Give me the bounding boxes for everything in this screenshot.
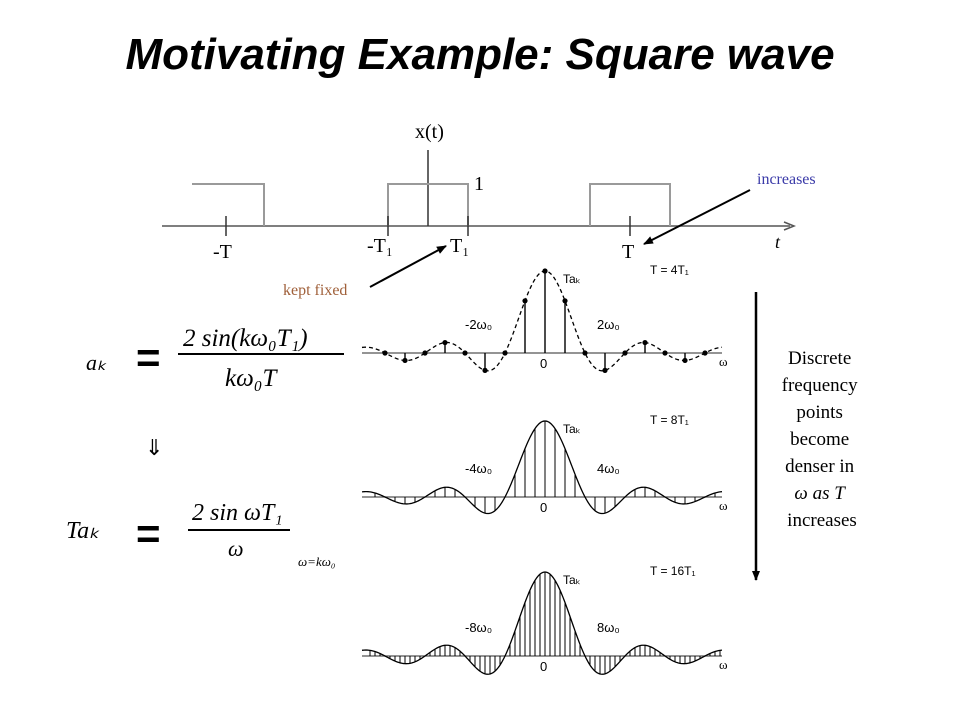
sample-dot <box>682 358 687 363</box>
tick-label-T1: T₁ <box>450 235 470 257</box>
time-axis-label: t <box>775 232 781 252</box>
neg-freq-label: -8ω₀ <box>465 620 493 635</box>
sample-dot <box>502 350 507 355</box>
peak-label: Taₖ <box>563 573 581 587</box>
omega-axis-label: ω <box>719 354 728 369</box>
sample-dot <box>462 350 467 355</box>
sample-dot <box>622 350 627 355</box>
time-plot-y-label: x(t) <box>415 121 444 143</box>
annotation-increases: increases <box>757 171 816 188</box>
period-label: T = 8T₁ <box>650 413 689 427</box>
equations <box>66 325 344 569</box>
sample-dot <box>382 350 387 355</box>
spectra-group <box>362 263 728 674</box>
sample-dot <box>522 298 527 303</box>
side-note-line: frequency <box>781 375 858 396</box>
side-note-line: increases <box>787 510 857 531</box>
spectrum-panel <box>362 413 728 515</box>
sample-dot <box>662 350 667 355</box>
sample-dot <box>482 368 487 373</box>
tick-label-neg-T1: -T₁ <box>367 235 393 257</box>
spectrum-panel <box>362 564 728 674</box>
side-note-line: ω as T <box>794 483 845 504</box>
annotation-kept-fixed: kept fixed <box>283 282 348 299</box>
period-label: T = 4T₁ <box>650 263 689 277</box>
neg-freq-label: -2ω₀ <box>465 317 493 332</box>
tick-label-T: T <box>622 241 635 263</box>
eq1-numerator: 2 sin(kω₀T₁) <box>183 325 308 352</box>
eq2-lhs-tak: Taₖ <box>66 518 100 544</box>
sample-dot <box>642 340 647 345</box>
sample-dot <box>402 358 407 363</box>
sample-dot <box>562 298 567 303</box>
sample-dot <box>602 368 607 373</box>
side-note-line: denser in <box>785 456 855 477</box>
eq1-denominator: kω₀T <box>225 365 277 392</box>
eq1-equals: = <box>136 334 161 381</box>
eq2-equals: = <box>136 510 161 557</box>
sample-dot <box>582 350 587 355</box>
sample-dot <box>442 340 447 345</box>
eq2-evaluation-subscript: ω=kω₀ <box>298 554 336 569</box>
arrow-increases <box>644 190 750 244</box>
zero-label: 0 <box>540 356 548 371</box>
slide-title: Motivating Example: Square wave <box>125 30 835 79</box>
omega-axis-label: ω <box>719 498 728 513</box>
implies-arrow: ⇓ <box>145 435 164 460</box>
sample-dot <box>542 268 547 273</box>
side-note-line: points <box>796 402 843 423</box>
side-note <box>756 292 862 580</box>
sample-dot <box>702 350 707 355</box>
square-pulse-left <box>192 184 264 226</box>
sample-dot <box>422 350 427 355</box>
period-label: T = 16T₁ <box>650 564 696 578</box>
eq2-denominator: ω <box>228 536 244 561</box>
tick-label-neg-T: -T <box>213 241 232 263</box>
peak-label: Taₖ <box>563 272 581 286</box>
zero-label: 0 <box>540 659 548 674</box>
side-note-text <box>782 348 863 531</box>
pos-freq-label: 4ω₀ <box>597 461 620 476</box>
amplitude-label: 1 <box>474 173 484 195</box>
zero-label: 0 <box>540 500 548 515</box>
time-domain-plot <box>162 121 816 299</box>
eq1-lhs-ak: aₖ <box>86 350 107 375</box>
pos-freq-label: 2ω₀ <box>597 317 620 332</box>
side-note-line: become <box>790 429 850 450</box>
spectrum-panel <box>362 263 728 373</box>
omega-axis-label: ω <box>719 657 728 672</box>
eq2-numerator: 2 sin ωT₁ <box>192 500 283 526</box>
side-note-line: Discrete <box>787 348 852 369</box>
neg-freq-label: -4ω₀ <box>465 461 493 476</box>
peak-label: Taₖ <box>563 422 581 436</box>
pos-freq-label: 8ω₀ <box>597 620 620 635</box>
